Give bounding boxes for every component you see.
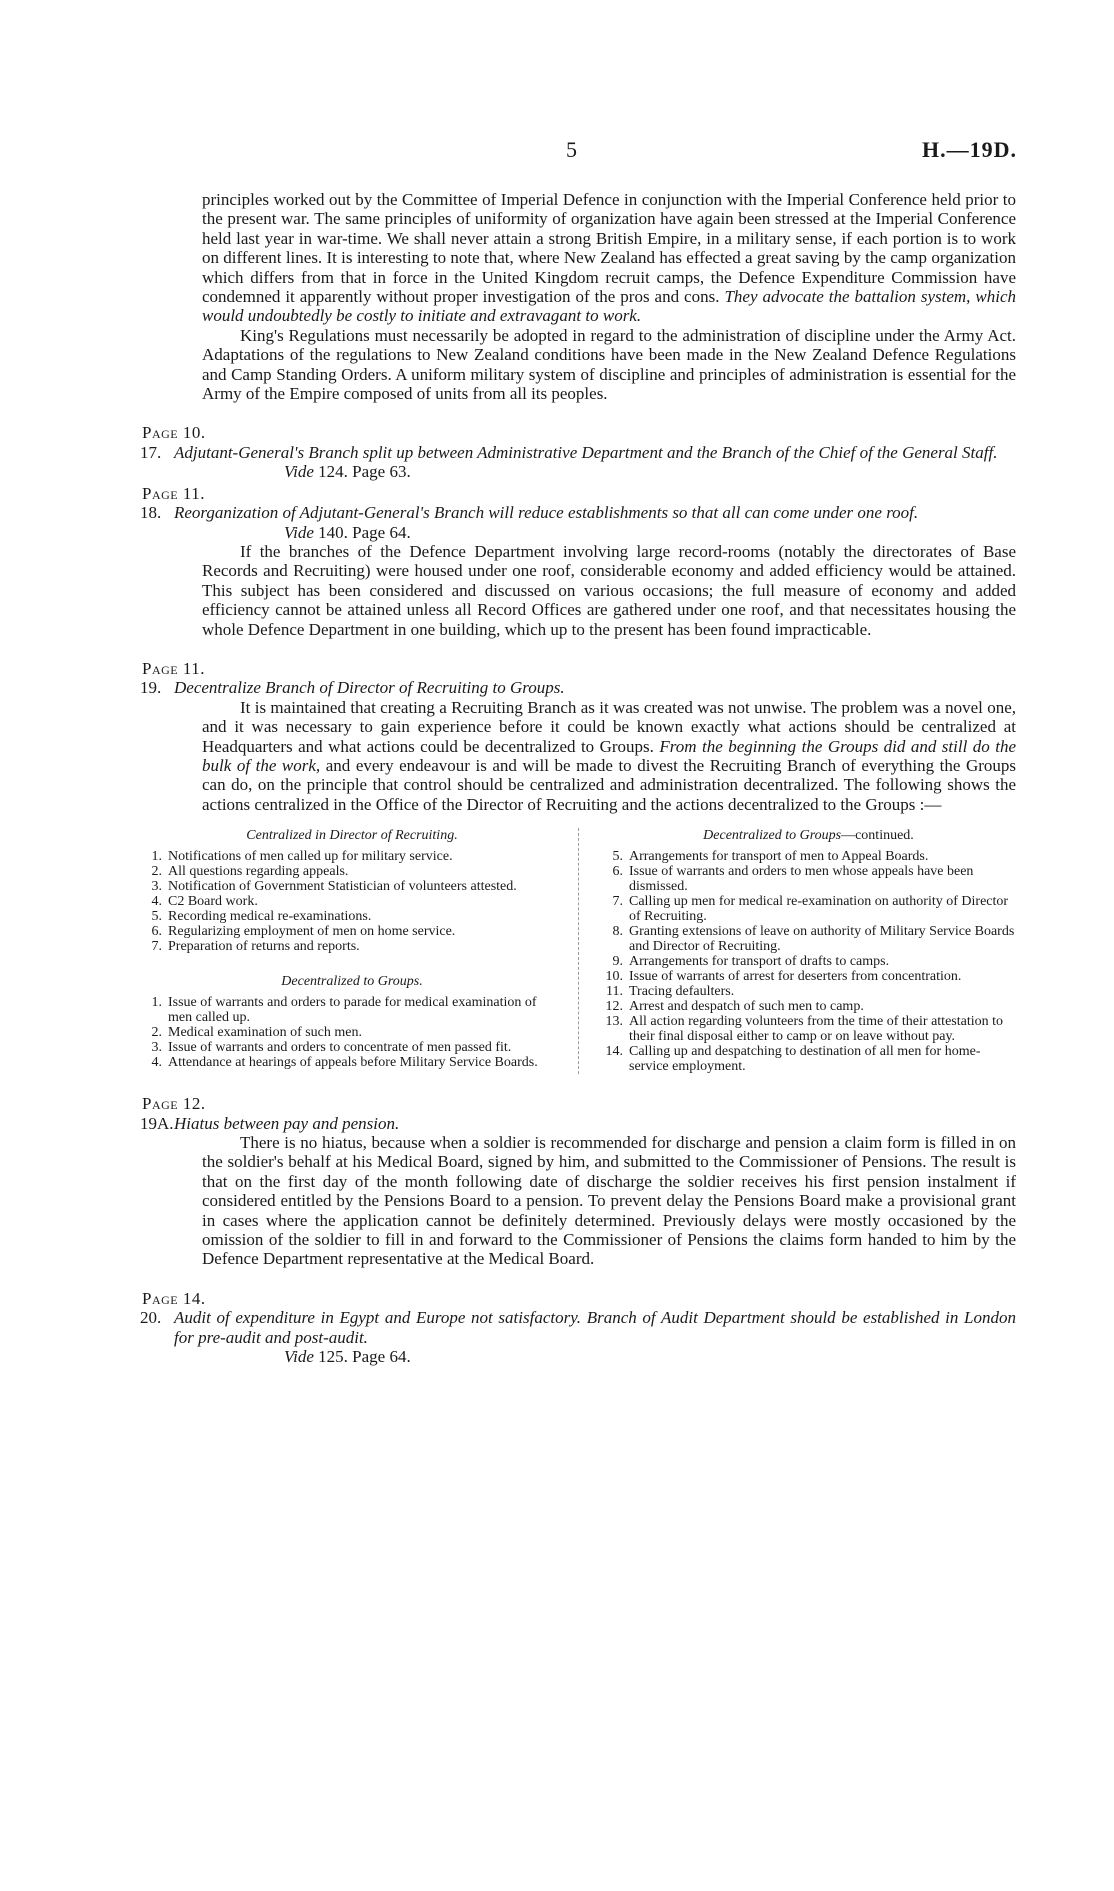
section-19-body-part-a: It is maintained that creating a Recruiting Branch as it was created was not unwise. The problem was a novel one, and it was necessary to gain experience before it could be known exactly what actions should be centralized at Headquarters and what actions could be decentralized to Groups.	[202, 697, 1016, 756]
list-item-number: 10.	[605, 969, 623, 985]
section-19a-title: Hiatus between pay and pension.	[174, 1113, 400, 1133]
centralized-list	[140, 849, 564, 954]
list-item	[601, 954, 1016, 969]
section-19a-body: There is no hiatus, because when a soldier is recommended for discharge and pension a claim form is filled in on the soldier's behalf at his Medical Board, signed by him, and submitted to the Commissioner of Pensions. The result is that on the first day of the month following date of discharge the soldier receives his first pension instalment if considered entitled by the Pensions Board to a pension. To prevent delay the Pensions Board make a provisional grant in cases where the application cannot be definitely determined. Previously delays were mostly occasioned by the omission of the soldier to fill in and forward to the Commissioner of Pensions the claims form handed to him by the Defence Department representative at the Medical Board.	[202, 1133, 1016, 1269]
intro-paragraph-1-italic: They advocate the battalion system, which would undoubtedly be costly to initiate and extravagant to work.	[202, 287, 1016, 326]
intro-paragraph-1	[202, 190, 1016, 326]
list-item-number: 5.	[151, 909, 162, 925]
list-item-number: 6.	[612, 864, 623, 880]
list-item	[601, 1044, 1016, 1074]
section-18-page-label: Page 11.	[142, 483, 205, 503]
list-item	[140, 894, 564, 909]
list-item-text: Calling up and despatching to destination of all men for home-service employment.	[629, 1044, 981, 1075]
list-item-text: Issue of warrants and orders to men whose appeals have been dismissed.	[629, 864, 974, 895]
list-item-number: 1.	[151, 995, 162, 1011]
section-19-page-label: Page 11.	[142, 658, 205, 678]
list-item-number: 8.	[612, 924, 623, 940]
list-item-text: Preparation of returns and reports.	[168, 939, 360, 955]
section-17-title: Adjutant-General's Branch split up between Administrative Department and the Branch of the Chief of the General Staff.	[174, 442, 998, 462]
decentralized-continued-heading	[601, 828, 1016, 843]
section-20-title: Audit of expenditure in Egypt and Europe not satisfactory. Branch of Audit Department should be established in London for pre-audit and post-audit.	[174, 1308, 1016, 1347]
list-item-text: Recording medical re-examinations.	[168, 909, 372, 925]
list-item	[140, 879, 564, 894]
section-20-vide	[284, 1347, 1016, 1366]
decentralized-list	[140, 995, 564, 1070]
list-item	[601, 1014, 1016, 1044]
list-item	[601, 924, 1016, 954]
list-item-number: 2.	[151, 1025, 162, 1041]
list-item-number: 1.	[151, 849, 162, 865]
list-item-text: Issue of warrants of arrest for deserters from concentration.	[629, 969, 962, 985]
section-18-vide-reference: 140. Page 64.	[318, 522, 411, 542]
section-19-heading	[140, 678, 1016, 697]
list-item-text: C2 Board work.	[168, 894, 258, 910]
continued-heading-suffix: —continued.	[841, 828, 914, 844]
page-content	[140, 190, 1016, 1366]
list-item-number: 4.	[151, 894, 162, 910]
list-item	[140, 1055, 564, 1070]
list-item-text: Arrangements for transport of drafts to camps.	[629, 954, 890, 970]
list-item	[601, 999, 1016, 1014]
list-item	[140, 939, 564, 954]
list-item	[140, 1025, 564, 1040]
section-20-page-label: Page 14.	[142, 1288, 206, 1308]
section-20-vide-reference: 125. Page 64.	[318, 1347, 411, 1367]
section-18-body: If the branches of the Defence Department involving large record-rooms (notably the directorates of Base Records and Recruiting) were housed under one roof, considerable economy and added efficiency would be attained. This subject has been considered and discussed on various occasions; the full measure of economy and added efficiency cannot be attained unless all Record Offices are gathered under one roof, and that necessitates housing the whole Defence Department in one building, which up to the present has been found impracticable.	[202, 541, 1016, 639]
section-18-vide-word: Vide	[284, 522, 314, 542]
section-19a-page-label: Page 12.	[142, 1094, 206, 1114]
list-item-number: 9.	[612, 954, 623, 970]
list-item-text: Issue of warrants and orders to concentrate of men passed fit.	[168, 1040, 512, 1056]
list-item-text: Arrest and despatch of such men to camp.	[629, 999, 864, 1015]
section-20-heading	[140, 1308, 1016, 1347]
section-18-number: 18.	[140, 503, 162, 523]
section-17-vide-word: Vide	[284, 462, 314, 482]
list-item-number: 7.	[151, 939, 162, 955]
decentralized-continued-list	[601, 849, 1016, 1074]
section-19-body	[202, 698, 1016, 814]
list-item	[140, 1040, 564, 1055]
list-item-number: 6.	[151, 924, 162, 940]
page-number: 5	[566, 137, 577, 162]
centralized-heading: Centralized in Director of Recruiting.	[246, 828, 458, 844]
list-item-number: 2.	[151, 864, 162, 880]
list-item	[601, 969, 1016, 984]
section-19-number: 19.	[140, 678, 162, 698]
section-19a-heading	[140, 1114, 1016, 1133]
list-item	[601, 849, 1016, 864]
list-item-text: Regularizing employment of men on home service.	[168, 924, 456, 940]
section-19-title: Decentralize Branch of Director of Recruiting to Groups.	[174, 678, 565, 698]
list-item-text: Tracing defaulters.	[629, 984, 735, 1000]
list-item-text: Calling up men for medical re-examination on authority of Director of Recruiting.	[629, 894, 1009, 925]
list-item-text: Medical examination of such men.	[168, 1025, 362, 1041]
list-item	[140, 849, 564, 864]
section-17-vide	[284, 462, 1016, 481]
list-item	[140, 924, 564, 939]
list-item-number: 5.	[612, 849, 623, 865]
list-item-text: Notifications of men called up for military service.	[168, 849, 453, 865]
section-17-heading	[140, 443, 1016, 462]
list-item	[601, 864, 1016, 894]
section-19-body-italic: From the beginning the Groups did and still do the bulk of the work,	[202, 736, 1016, 775]
list-item-number: 11.	[606, 984, 623, 1000]
list-item-number: 3.	[151, 879, 162, 895]
section-18-title: Reorganization of Adjutant-General's Branch will reduce establishments so that all can come under one roof.	[174, 503, 919, 523]
section-20-number: 20.	[140, 1308, 162, 1328]
list-item-text: Arrangements for transport of men to Appeal Boards.	[629, 849, 929, 865]
list-item-number: 12.	[605, 999, 623, 1015]
section-18-vide	[284, 523, 1016, 542]
list-item	[140, 864, 564, 879]
document-reference: H.—19D.	[922, 137, 1017, 162]
right-column	[578, 828, 1016, 1074]
intro-paragraph-1-text: principles worked out by the Committee of Imperial Defence in conjunction with the Imperial Conference held prior to the present war. The same principles of uniformity of organization have again been stressed at the Imperial Conference held last year in war-time. We shall never attain a strong British Empire, in a military sense, if each portion is to work on different lines. It is interesting to note that, where New Zealand has effected a great saving by the camp organization which differs from that in force in the United Kingdom recruit camps, the Defence Expenditure Commission have condemned it apparently without proper investigation of the pros and cons.	[202, 190, 1016, 307]
section-20-vide-word: Vide	[284, 1347, 314, 1367]
list-item-number: 3.	[151, 1040, 162, 1056]
decentralized-heading: Decentralized to Groups.	[281, 974, 423, 990]
list-item-text: Issue of warrants and orders to parade for medical examination of men called up.	[168, 995, 537, 1026]
list-item	[601, 984, 1016, 999]
intro-paragraph-2: King's Regulations must necessarily be adopted in regard to the administration of discipline under the Army Act. Adaptations of the regulations to New Zealand conditions have been made in the New Zealand Defence Regulations and Camp Standing Orders. A uniform military system of discipline and principles of administration is essential for the Army of the Empire composed of units from all its peoples.	[202, 325, 1016, 404]
list-item-text: All questions regarding appeals.	[168, 864, 349, 880]
list-item-text: All action regarding volunteers from the time of their attestation to their final disposal either to camp or on leave without pay.	[629, 1014, 1004, 1045]
recruiting-actions-columns	[140, 828, 1016, 1074]
list-item-number: 4.	[151, 1055, 162, 1071]
list-item	[601, 894, 1016, 924]
section-17-page-label: Page 10.	[142, 423, 206, 443]
list-item-text: Granting extensions of leave on authority of Military Service Boards and Director of Recruiting.	[629, 924, 1015, 955]
section-19-body-part-b: and every endeavour is and will be made to divest the Recruiting Branch of everything the Groups can do, on the principle that control should be centralized and administration decentralized. The following shows the actions centralized in the Office of the Director of Recruiting and the actions decentralized to the Groups :—	[202, 755, 1017, 814]
section-19a-number: 19A.	[140, 1113, 174, 1133]
section-17-vide-reference: 124. Page 63.	[318, 462, 411, 482]
left-column	[140, 828, 578, 1074]
continued-heading-italic: Decentralized to Groups	[703, 828, 842, 844]
list-item-number: 13.	[605, 1014, 623, 1030]
list-item	[140, 995, 564, 1025]
list-item-number: 7.	[612, 894, 623, 910]
list-item-text: Notification of Government Statistician of volunteers attested.	[168, 879, 517, 895]
list-item-number: 14.	[605, 1044, 623, 1060]
section-17-number: 17.	[140, 442, 162, 462]
list-item-text: Attendance at hearings of appeals before Military Service Boards.	[168, 1055, 538, 1071]
list-item	[140, 909, 564, 924]
section-18-heading	[140, 503, 1016, 522]
